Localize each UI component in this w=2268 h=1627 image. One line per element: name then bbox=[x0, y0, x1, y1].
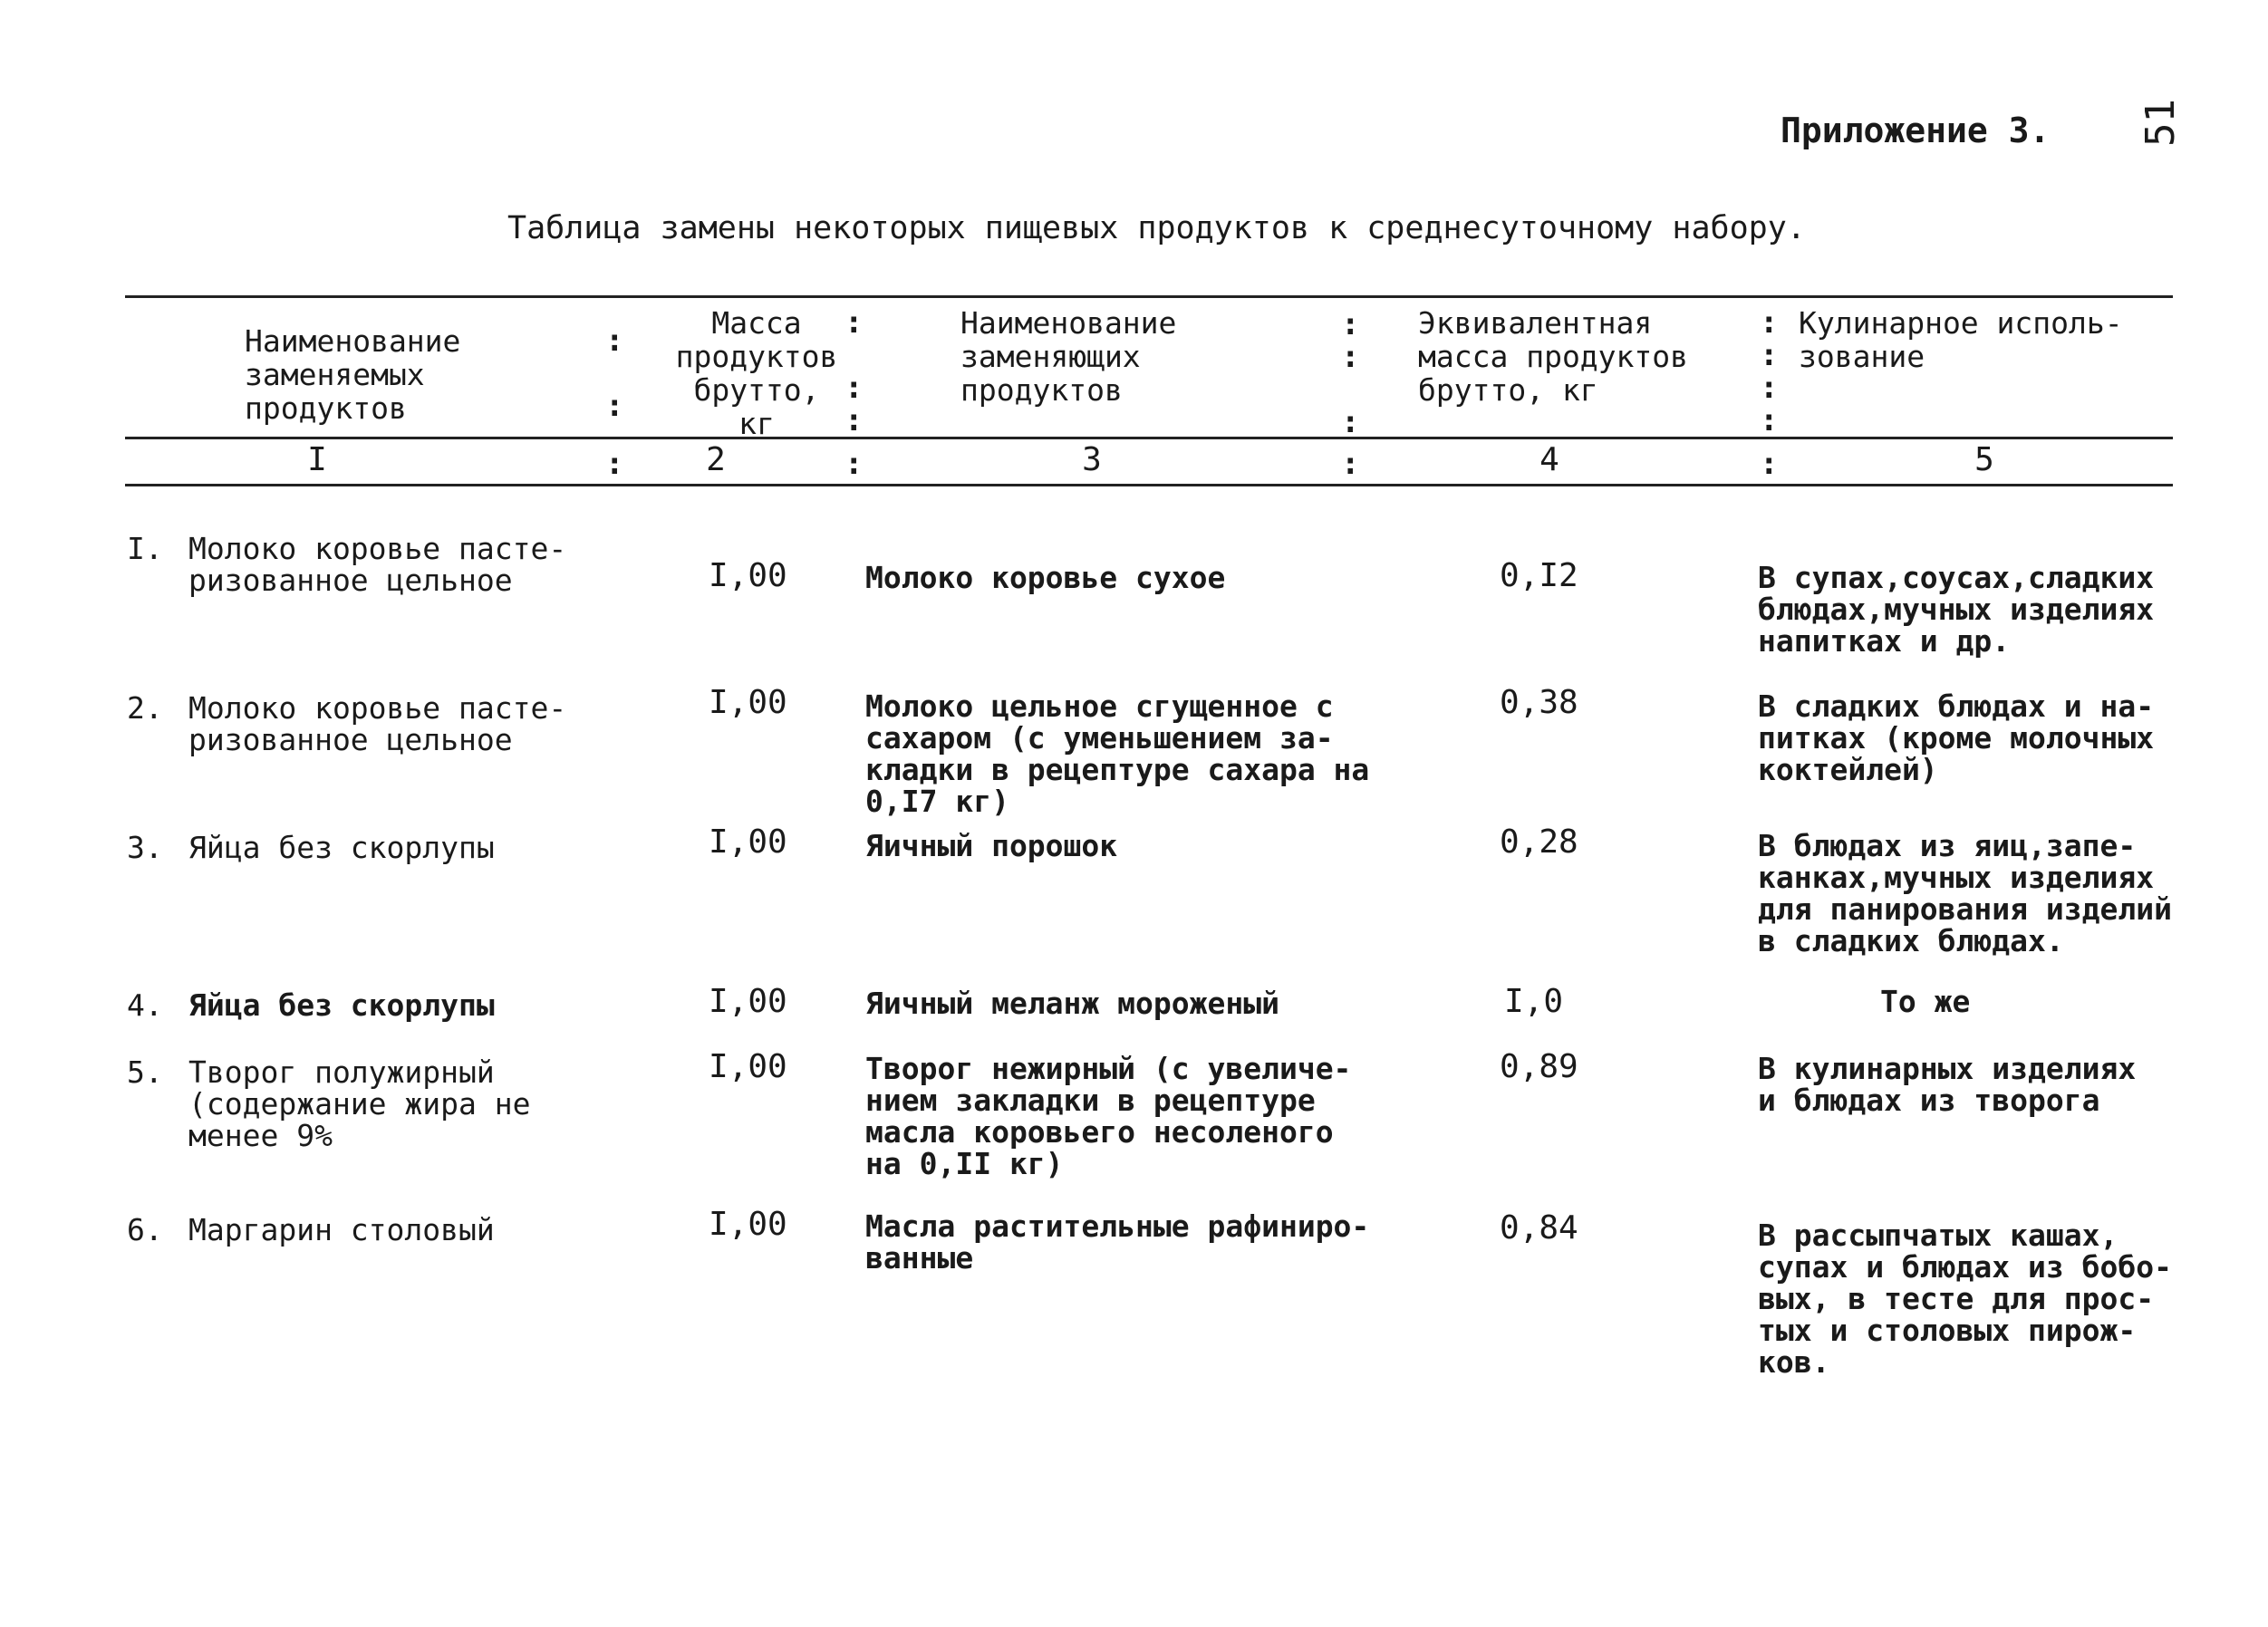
row-number: 6. bbox=[127, 1212, 163, 1247]
row-number: 3. bbox=[127, 830, 163, 865]
row-number: 2. bbox=[127, 690, 163, 726]
number-separator: : bbox=[1760, 446, 1779, 482]
header-separator: : : : : bbox=[1760, 304, 1779, 438]
row-number: 5. bbox=[127, 1054, 163, 1090]
culinary-usage: В супах,соусах,сладких блюдах,мучных изделиях напитках и др. bbox=[1758, 560, 2155, 659]
table-header-rule bbox=[125, 437, 2173, 439]
equivalent-mass: 0,28 bbox=[1500, 823, 1578, 861]
appendix-label: Приложение 3. bbox=[1781, 111, 2051, 150]
culinary-usage: В рассыпчатых кашах, супах и блюдах из бобо- вых, в тесте для прос- тых и столовых пирож- ков. bbox=[1758, 1218, 2172, 1380]
replacing-product: Творог нежирный (с увеличе- нием закладки в рецептуре масла коровьего несоленого на 0,II кг) bbox=[865, 1051, 1352, 1181]
replaced-product: Молоко коровье пасте- ризованное цельное bbox=[188, 531, 567, 598]
column-header-3: Наименование заменяющих продуктов bbox=[960, 305, 1177, 408]
column-header-5: Кулинарное исполь- зование bbox=[1799, 305, 2123, 374]
replaced-product: Маргарин столовый bbox=[188, 1212, 495, 1247]
equivalent-mass: I,0 bbox=[1504, 983, 1564, 1020]
replacing-product: Яичный меланж мороженый bbox=[865, 986, 1279, 1021]
row-number: 4. bbox=[127, 987, 163, 1023]
replacing-product: Масла растительные рафиниро- ванные bbox=[865, 1208, 1370, 1276]
replacing-product: Яичный порошок bbox=[865, 828, 1118, 863]
replaced-product: Творог полужирный (содержание жира не менее 9% bbox=[188, 1054, 531, 1153]
table-title: Таблица замены некоторых пищевых продуктов к среднесуточному набору. bbox=[507, 210, 1806, 246]
culinary-usage: То же bbox=[1880, 984, 1971, 1019]
column-number-1: I bbox=[307, 441, 327, 478]
column-number-3: 3 bbox=[1082, 441, 1102, 478]
replaced-product: Молоко коровье пасте- ризованное цельное bbox=[188, 690, 567, 757]
equivalent-mass: 0,84 bbox=[1500, 1209, 1578, 1247]
number-separator: : bbox=[844, 446, 864, 482]
column-number-2: 2 bbox=[706, 441, 726, 478]
gross-mass: I,00 bbox=[709, 684, 787, 721]
culinary-usage: В сладких блюдах и на- питках (кроме молочных коктейлей) bbox=[1758, 688, 2155, 787]
gross-mass: I,00 bbox=[709, 1048, 787, 1085]
page-number: 51 bbox=[2137, 99, 2184, 147]
column-number-4: 4 bbox=[1539, 441, 1559, 478]
header-separator: : : : bbox=[844, 304, 864, 438]
replacing-product: Молоко цельное сгущенное с сахаром (с уменьшением за- кладки в рецептуре сахара на 0,I7 кг) bbox=[865, 688, 1370, 819]
replacing-product: Молоко коровье сухое bbox=[865, 560, 1226, 595]
culinary-usage: В кулинарных изделиях и блюдах из творога bbox=[1758, 1051, 2137, 1118]
equivalent-mass: 0,89 bbox=[1500, 1048, 1578, 1085]
number-separator: : bbox=[1341, 446, 1360, 482]
gross-mass: I,00 bbox=[709, 1206, 787, 1243]
column-number-5: 5 bbox=[1974, 441, 1994, 478]
number-separator: : bbox=[605, 446, 624, 482]
table-top-rule bbox=[125, 295, 2173, 298]
culinary-usage: В блюдах из яиц,запе- канках,мучных изделиях для панирования изделий в сладких блюдах. bbox=[1758, 828, 2172, 958]
column-header-1: Наименование заменяемых продуктов bbox=[245, 323, 461, 426]
gross-mass: I,00 bbox=[709, 823, 787, 861]
header-separator: : : bbox=[605, 323, 624, 424]
table-number-rule bbox=[125, 484, 2173, 486]
gross-mass: I,00 bbox=[709, 983, 787, 1020]
replaced-product: Яйца без скорлупы bbox=[188, 830, 495, 865]
column-header-4: Эквивалентная масса продуктов брутто, кг bbox=[1418, 305, 1689, 408]
replaced-product: Яйца без скорлупы bbox=[188, 987, 495, 1023]
equivalent-mass: 0,I2 bbox=[1500, 557, 1578, 594]
gross-mass: I,00 bbox=[709, 557, 787, 594]
row-number: I. bbox=[127, 531, 163, 566]
equivalent-mass: 0,38 bbox=[1500, 684, 1578, 721]
column-header-2: Масса продуктов брутто, кг bbox=[675, 305, 838, 441]
header-separator: : : : bbox=[1341, 306, 1360, 440]
